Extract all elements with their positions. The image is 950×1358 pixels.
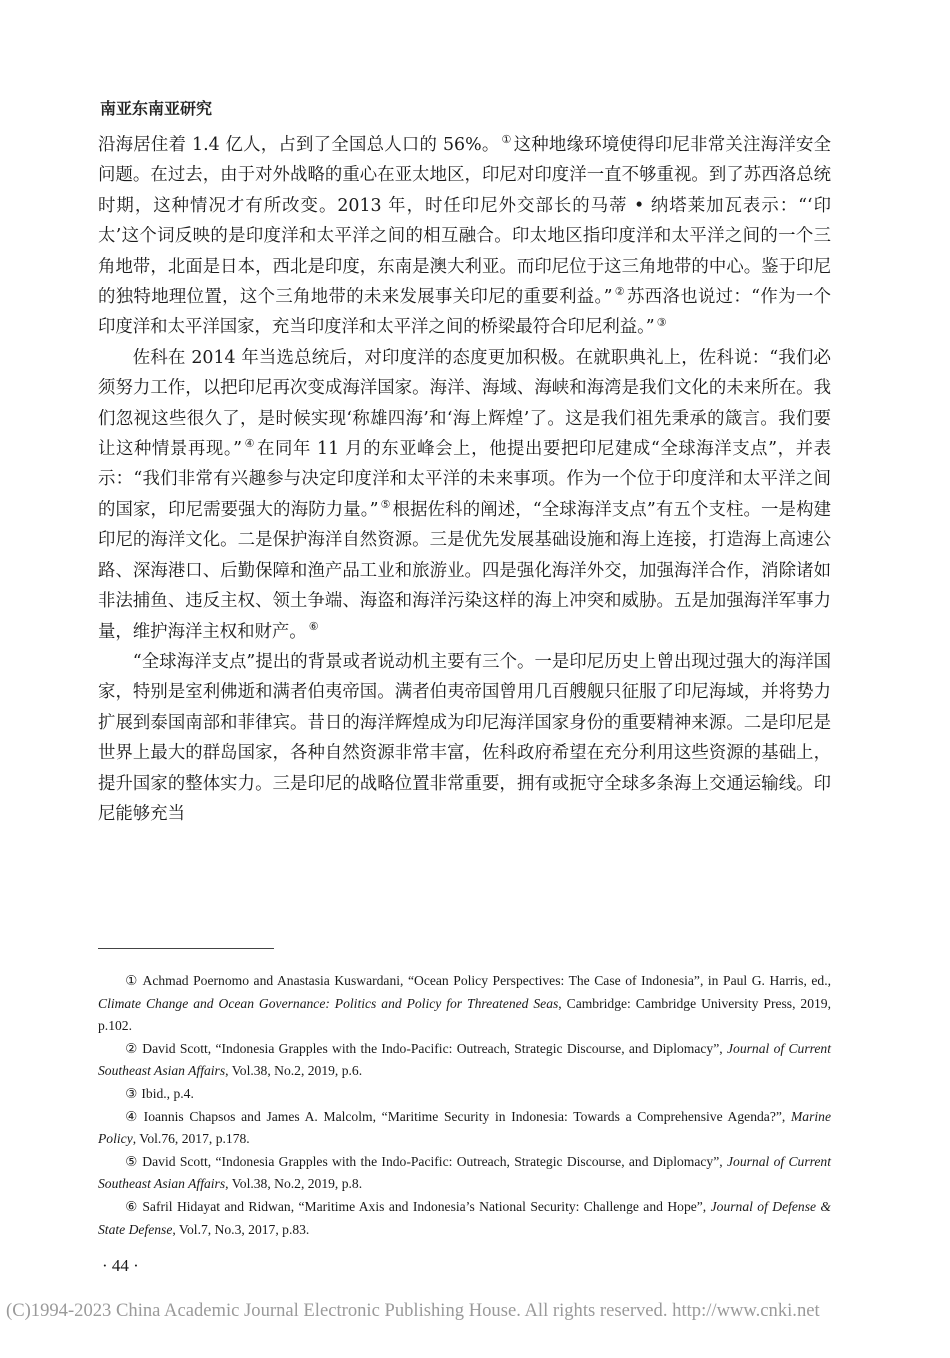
footnote-marker: ⑥ (125, 1198, 139, 1214)
footnote-marker: ⑤ (125, 1153, 139, 1169)
footnote-marker: ④ (125, 1108, 140, 1124)
footnote (98, 970, 831, 1038)
footnote-reference: ⑤ (380, 498, 391, 512)
footnote-source-title: Journal of Defense & State Defense (98, 1198, 831, 1237)
footnote (98, 1083, 831, 1106)
paragraph-text: 沿海居住着 1.4 亿人，占到了全国总人口的 56%。 (98, 135, 500, 155)
footnote-reference: ⑥ (308, 619, 319, 633)
paragraph-text: “全球海洋支点”提出的背景或者说动机主要有三个。一是印尼历史上曾出现过强大的海洋国家，特别是室利佛逝和满者伯夷帝国。满者伯夷帝国曾用几百艘舰只征服了印尼海域，并将势力扩展到泰国南部和菲律宾。昔日的海洋辉煌成为印尼海洋国家身份的重要精神来源。二是印尼是世界上最大的群岛国家，各种自然资源非常丰富，佐科政府希望在充分利用这些资源的基础上，提升国家的整体实力。三是印尼的战略位置非常重要，拥有或扼守全球多条海上交通运输线。印尼能够充当 (98, 651, 831, 824)
footnote-text: , Vol.7, No.3, 2017, p.83. (172, 1221, 310, 1237)
journal-title: 南亚东南亚研究 (100, 99, 213, 118)
footnote-source-title: Marine Policy (98, 1108, 832, 1147)
footnote-text: David Scott, “Indonesia Grapples with the Indo-Pacific: Outreach, Strategic Discourse, and Diplomacy”, (142, 1040, 727, 1056)
article-body (98, 130, 831, 829)
footnote-reference: ④ (243, 437, 256, 451)
footnotes (98, 970, 831, 1241)
footnote (98, 1196, 831, 1241)
footnote-text: Safril Hidayat and Ridwan, “Maritime Axis and Indonesia’s National Security: Challenge and Hope”, (142, 1198, 711, 1214)
footnote-marker: ① (125, 973, 139, 988)
paragraph-text: 这种地缘环境使得印尼非常关注海洋安全问题。在过去，由于对外战略的重心在亚太地区，印尼对印度洋一直不够重视。到了苏西洛总统时期，这种情况才有所改变。2013 年，时任印尼外交部长的马蒂 • 纳塔莱加瓦表示：“‘印太’这个词反映的是印度洋和太平洋之间的相互融合。印太地区指印度洋和太平洋之间的一个三角地带，北面是日本，西北是印度，东南是澳大利亚。而印尼位于这三角地带的中心。鉴于印尼的独特地理位置，这个三角地带的未来发展事关印尼的重要利益。” (98, 135, 831, 308)
copyright-notice: (C)1994-2023 China Academic Journal Electronic Publishing House. All rights reserved. http://www.cnki.net (6, 1300, 820, 1321)
footnote-source-title: Journal of Current Southeast Asian Affairs (98, 1040, 832, 1079)
footnote-text: Achmad Poernomo and Anastasia Kuswardani, “Ocean Policy Perspectives: The Case of Indonesia”, in Paul G. Harris, ed., (142, 973, 832, 988)
paragraph (98, 647, 831, 829)
footnote-reference: ② (614, 285, 626, 299)
footnote-marker: ② (125, 1040, 139, 1056)
footnote-text: , Vol.76, 2017, p.178. (132, 1131, 250, 1147)
footnote (98, 1038, 831, 1083)
footnote-text: , Vol.38, No.2, 2019, p.8. (225, 1176, 363, 1192)
footnote-text: Ibid., p.4. (141, 1085, 194, 1101)
footnote-reference: ① (501, 133, 512, 147)
paragraph-text: 苏西洛也说过：“作为一个印度洋和太平洋国家，充当印度洋和太平洋之间的桥梁最符合印尼利益。” (98, 287, 831, 338)
footnote-source-title: Climate Change and Ocean Governance: Politics and Policy for Threatened Seas (98, 995, 559, 1011)
footnote-divider (98, 948, 274, 949)
footnote-text: Ioannis Chapsos and James A. Malcolm, “Maritime Security in Indonesia: Towards a Comprehensive Agenda?”, (143, 1108, 791, 1124)
paragraph-text: 根据佐科的阐述，“全球海洋支点”有五个支柱。一是构建印尼的海洋文化。二是保护海洋自然资源。三是优先发展基础设施和海上连接，打造海上高速公路、深海港口、后勤保障和渔产品工业和旅游业。四是强化海洋外交，加强海洋合作，消除诸如非法捕鱼、违反主权、领土争端、海盗和海洋污染这样的海上冲突和威胁。五是加强海洋军事力量，维护海洋主权和财产。 (98, 499, 831, 642)
paragraph-text: 佐科在 2014 年当选总统后，对印度洋的态度更加积极。在就职典礼上，佐科说：“我们必须努力工作，以把印尼再次变成海洋国家。海洋、海域、海峡和海湾是我们文化的未来所在。我们忽视这些很久了，是时候实现‘称雄四海’和‘海上辉煌’了。这是我们祖先秉承的箴言。我们要让这种情景再现。” (98, 347, 831, 460)
footnote-text: David Scott, “Indonesia Grapples with the Indo-Pacific: Outreach, Strategic Discourse, and Diplomacy”, (142, 1153, 727, 1169)
footnote-marker: ③ (125, 1085, 138, 1101)
footnote-text: , Cambridge: Cambridge University Press, 2019, p.102. (98, 995, 831, 1034)
footnote-reference: ③ (656, 315, 667, 329)
paragraph (98, 343, 831, 647)
paragraph (98, 130, 831, 343)
footnote-source-title: Journal of Current Southeast Asian Affairs (98, 1153, 832, 1192)
paragraph-text: 在同年 11 月的东亚峰会上，他提出要把印尼建成“全球海洋支点”，并表示：“我们非常有兴趣参与决定印度洋和太平洋的未来事项。作为一个位于印度洋和太平洋之间的国家，印尼需要强大的海防力量。” (98, 439, 831, 520)
footnote (98, 1151, 831, 1196)
page-number: · 44 · (102, 1256, 139, 1275)
footnote (98, 1106, 831, 1151)
footnote-text: , Vol.38, No.2, 2019, p.6. (225, 1063, 363, 1079)
